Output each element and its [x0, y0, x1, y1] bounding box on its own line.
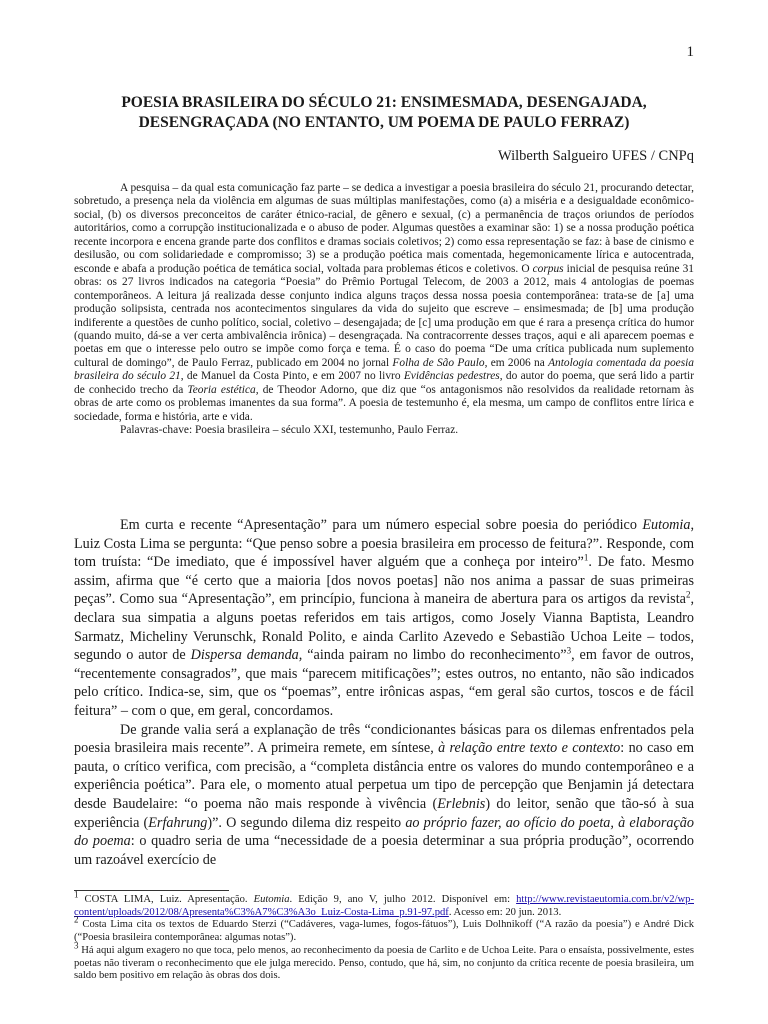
footnote-ref[interactable]: 1 — [583, 552, 589, 563]
page-number: 1 — [686, 44, 694, 60]
text-run: : o quadro seria de uma “necessidade de a poesia determinar a sua própria produção”, ocorrendo um razoável exercício de — [74, 833, 695, 868]
text-run: , de Manuel da Costa Pinto, e em 2007 no livro — [180, 370, 404, 383]
italic-term: Folha de São Paulo — [392, 356, 485, 369]
text-run: ) do leitor, senão que tão-só à sua experiência ( — [74, 795, 694, 831]
italic-term: à relação entre texto e contexto — [438, 740, 621, 757]
abstract — [74, 182, 694, 438]
footnote-ref[interactable]: 2 — [685, 589, 691, 600]
keywords: Palavras-chave: Poesia brasileira – século XXI, testemunho, Paulo Ferraz. — [120, 424, 459, 437]
footnote-number: 1 — [74, 889, 79, 900]
italic-term: Antologia comentada da poesia brasileira do século 21 — [74, 356, 694, 383]
text-run: . Edição 9, ano V, julho 2012. Disponível em: — [289, 894, 517, 905]
text-run: Costa Lima cita os textos de Eduardo Sterzi (“Cadáveres, vaga-lumes, fogos-fátuos”), Luis Dolhnikoff (“A razão da poesia”) e André Dick (“Poesia brasileira contemporânea: algumas notas”). — [74, 919, 694, 944]
text-run: )”. O segundo dilema diz respeito — [207, 814, 406, 831]
abstract-paragraph — [74, 182, 694, 424]
text-run: Há aqui algum exagero no que toca, pelo menos, ao reconhecimento da poesia de Carlito e de Uchoa Leite. Para o ensaísta, possivelmente, estes poetas não tiveram o reconhecimento que ele julga merecido. Penso, contudo, que há, sim, no conjunto da crítica recente de poesia brasileira, um saldo bem positivo em relação às obras dos dois. — [74, 944, 694, 982]
title-line-2: DESENGRAÇADA (NO ENTANTO, UM POEMA DE PAULO FERRAZ) — [138, 114, 630, 131]
paper-title — [74, 93, 694, 133]
italic-term: ao próprio fazer, ao ofício do poeta, à elaboração do poema — [74, 814, 694, 850]
footnote-number: 2 — [74, 914, 79, 925]
italic-term: Dispersa demanda, — [190, 647, 303, 664]
text-run: De grande valia será a explanação de três “condicionantes básicas para os dilemas enfrentados pela poesia brasileira mais recente”. A primeira remete, em síntese, — [74, 721, 694, 757]
italic-term: Teoria estética, — [187, 383, 259, 396]
italic-term: Erlebnis — [437, 795, 486, 812]
text-run: , declara sua simpatia a alguns poetas referidos em tais artigos, como Josely Vianna Baptista, Leandro Sarmatz, Micheliny Verunschk, Ronald Polito, e ainda Carlito Azevedo e Sebastião Uchoa Leite – todos, segundo o autor de — [74, 591, 694, 664]
author-affiliation: Wilberth Salgueiro UFES / CNPq — [498, 148, 694, 164]
text-run: de Theodor Adorno, que diz que “os antagonismos não resolvidos da realidade retornam às obras de arte como os problemas imanentes da sua forma”. A poesia de testemunho é, ela mesma, um campo de conflitos entre lírica e sociedade, forma e história, arte e vida. — [74, 383, 694, 423]
text-run: inicial de pesquisa reúne 31 obras: os 27 livros indicados na categoria “Poesia” do Prêmio Portugal Telecom, de 2003 a 2012, mais 4 antologias de poemas contemporâneos. A leitura já realizada desse conjunto indica alguns traços dessa nossa poesia contemporânea: trata-se de [a] uma produção solipsista, centrada nos acontecimentos singulares da vida do sujeito que escreve – ensimesmada; de [b] uma produção indiferente a questões de cunho político, social, coletivo – desengajada; de [c] uma produção em que é rara a presença crítica do humor (quando muito, dá-se a ver certa ambivalência irônica) – desengraçada. Na contracorrente desses traços, aqui e ali aparecem poemas e poetas em que o interesse pelo outro se impõe como força e tema. É o caso do poema “De uma crítica publicada num suplemento cultural de domingo”, de Paulo Ferraz, publicado em 2004 no jornal — [74, 262, 694, 369]
text-run: COSTA LIMA, Luiz. Apresentação. — [78, 894, 254, 905]
text-run: , Luiz Costa Lima se pergunta: “Que penso sobre a poesia brasileira em processo de feitura?”. Responde, com tom truísta: “De imediato, que é impossível haver alguém que a conheça por inteiro” — [74, 517, 694, 571]
footnote-2 — [74, 914, 694, 944]
text-run: “ainda pairam no limbo do reconhecimento” — [302, 647, 567, 664]
footnote-ref[interactable]: 3 — [566, 645, 572, 656]
text-run: , em 2006 na — [484, 356, 549, 369]
text-run: . De fato. Mesmo assim, afirma que “é certo que a maioria [dos novos poetas] não nos anima a passar de suas primeiras peças”. Como sua “Apresentação”, em princípio, funciona à maneira de abertura para os artigos da revista — [74, 554, 694, 608]
text-run: A pesquisa – da qual esta comunicação faz parte – se dedica a investigar a poesia brasileira do século 21, procurando detectar, sobretudo, a presença nela da violência em algumas de suas múltiplas manifestações, como (a) a miséria e a desigualdade econômico-social, (b) os diversos preconceitos de caráter étnico-racial, de gênero e sexual, (c) a permanência de traços oriundos de períodos autoritários, como a corrupção institucionalizada e o abuso de poder. Algumas questões a examinar são: 1) se a nossa produção poética recente incorpora e encena grande parte dos conflitos e dramas sociais coletivos; 2) como essa representação se faz: à base de cinismo e desilusão, ou com solidariedade e compromisso; 3) se a produção poética mais comentada, hegemonicamente lírica e autocentrada, esconde e abafa a produção poética de temática social, voltada para problemas éticos e coletivos. O — [74, 182, 694, 275]
italic-term: Evidências pedestres — [403, 370, 500, 383]
text-run: . Acesso em: 20 jun. 2013. — [448, 906, 562, 918]
text-run: , em favor de outros, “recentemente consagrados”, que mais “parecem mitificações”; estes outros, no entanto, não são indicados pelo crítico. Indica-se, sim, que os “poemas”, entre irônicas aspas, “em geral são curtos, toscos e de fácil feitura” – com o que, em geral, concordamos. — [74, 647, 694, 719]
italic-term: Eutomia — [642, 517, 691, 533]
footnote-1 — [74, 889, 694, 919]
footnotes — [74, 889, 694, 983]
footnote-link[interactable]: http://www.revistaeutomia.com.br/v2/wp-content/uploads/2012/08/Apresenta%C3%A7%C3%A3o_Luiz-Costa-Lima_p.91-97.pdf — [74, 894, 694, 918]
title-line-1: POESIA BRASILEIRA DO SÉCULO 21: ENSIMESMADA, DESENGAJADA, — [121, 94, 647, 111]
text-run: , do autor do poema, que será lido a partir de conhecido trecho da — [74, 370, 694, 396]
footnote-separator — [74, 890, 229, 891]
italic-term: corpus — [532, 262, 564, 275]
italic-term: Eutomia — [253, 894, 290, 905]
body-text — [74, 516, 694, 869]
body-paragraph-1 — [74, 516, 694, 721]
text-run: : no caso em pauta, o crítico verifica, com precisão, a “completa distância entre os valores do mundo contemporâneo e a experiência poética”. Para ele, o momento atual perpetua um tipo de percepção que Benjamin já detectara desde Baudelaire: “o poema não mais responde à vivência ( — [74, 740, 694, 812]
footnote-3 — [74, 940, 694, 983]
body-paragraph-2 — [74, 721, 694, 870]
footnote-number: 3 — [74, 940, 79, 951]
text-run: Em curta e recente “Apresentação” para um número especial sobre poesia do periódico — [120, 517, 643, 533]
italic-term: Erfahrung — [148, 814, 208, 831]
